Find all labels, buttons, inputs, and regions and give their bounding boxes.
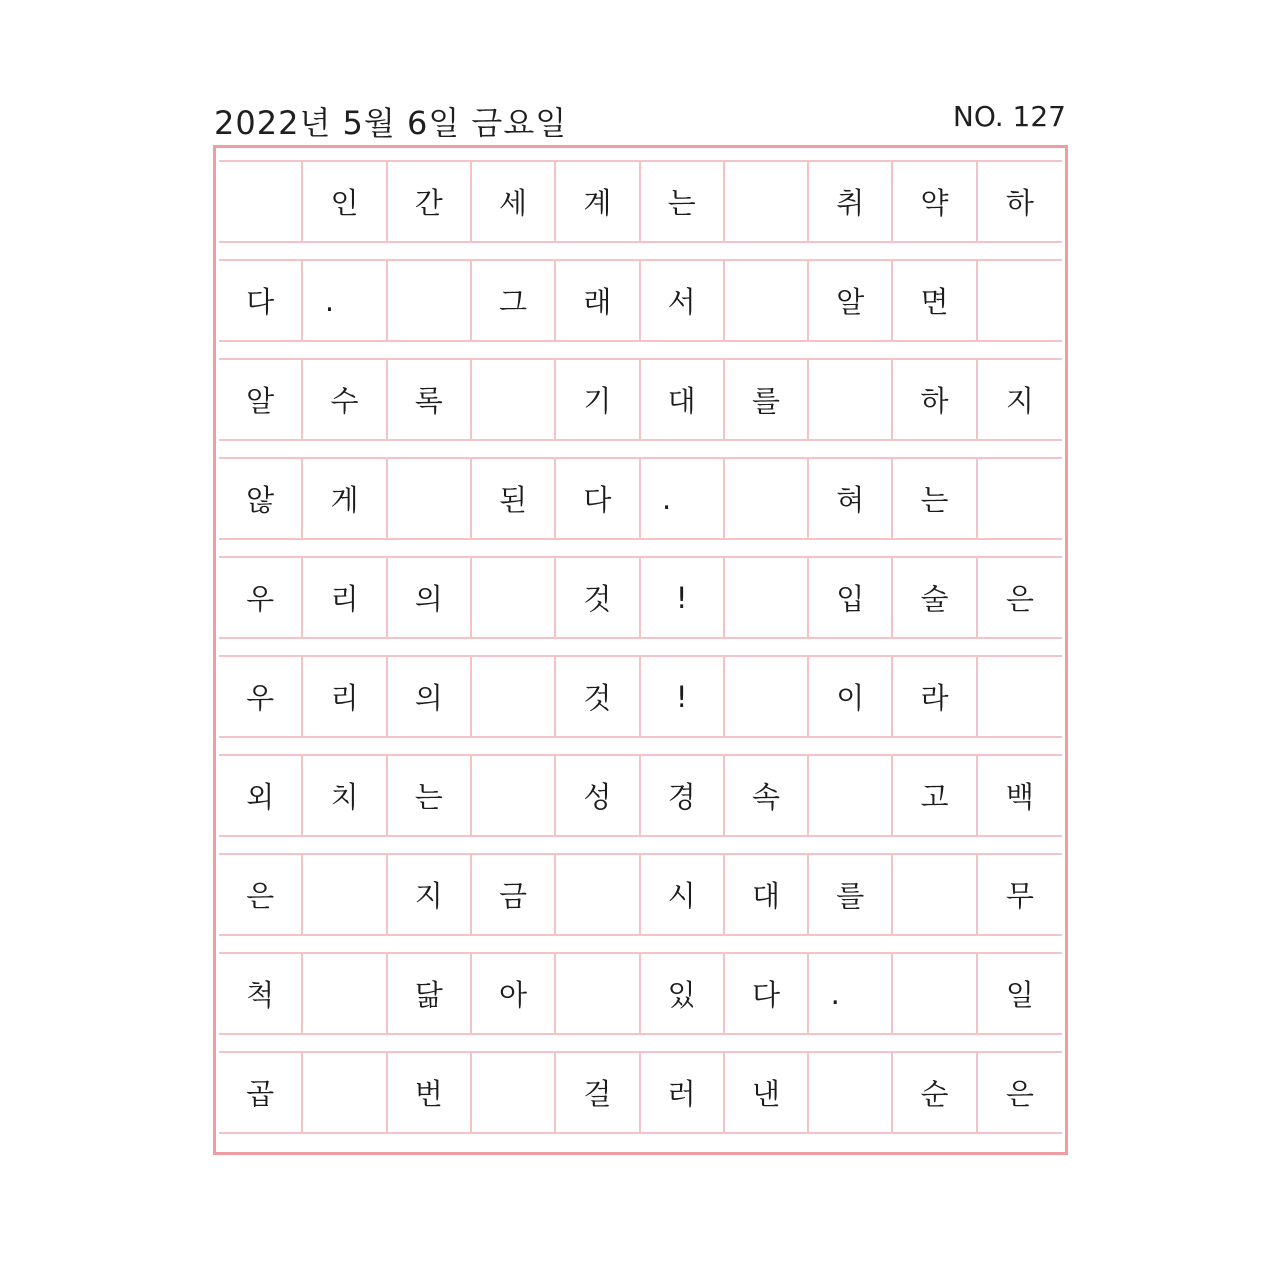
grid-cell [809, 360, 893, 439]
grid-cell: 대 [725, 855, 809, 934]
grid-cell: 혀 [809, 459, 893, 538]
grid-cell [725, 162, 809, 241]
grid-cell: 알 [219, 360, 303, 439]
grid-cell [472, 657, 556, 736]
grid-cell: 치 [303, 756, 387, 835]
grid-cell: 세 [472, 162, 556, 241]
grid-row [219, 655, 1062, 738]
grid-cell: 하 [1005, 186, 1034, 220]
grid-row [219, 259, 1062, 342]
grid-cell [472, 756, 556, 835]
grid-cell: 있 [641, 954, 725, 1033]
grid-cell: 이 [809, 657, 893, 736]
grid-cell: 은 [219, 855, 303, 934]
grid-cell [472, 558, 556, 637]
grid-cell: 낸 [725, 1053, 809, 1132]
grid-cell [303, 1053, 387, 1132]
grid-cell [893, 954, 977, 1033]
grid-cell: 걸 [556, 1053, 640, 1132]
grid-cell: 를 [725, 360, 809, 439]
grid-cell: 우 [219, 657, 303, 736]
grid-cell [893, 855, 977, 934]
grid-cell: 의 [388, 558, 472, 637]
grid-cell: 러 [641, 1053, 725, 1132]
grid-cell: 래 [556, 261, 640, 340]
grid-cell: 은 [1005, 582, 1034, 616]
grid-cell: ! [641, 657, 725, 736]
grid-cell: 다 [725, 954, 809, 1033]
grid-cell [472, 360, 556, 439]
grid-cell: . [641, 459, 725, 538]
grid-cell: 것 [556, 657, 640, 736]
grid-cell: 닮 [388, 954, 472, 1033]
grid-cell: 간 [388, 162, 472, 241]
grid-cell [809, 1053, 893, 1132]
grid-cell: 리 [303, 558, 387, 637]
grid-cell: 곱 [219, 1053, 303, 1132]
grid-cell [725, 261, 809, 340]
grid-row [219, 754, 1062, 837]
grid-cell: 록 [388, 360, 472, 439]
grid-cell: 면 [893, 261, 977, 340]
grid-cell [978, 459, 1062, 538]
diary-date: 2022년 5월 6일 금요일 [214, 104, 568, 142]
grid-cell: 는 [388, 756, 472, 835]
grid-cell [725, 558, 809, 637]
grid-cell: 알 [809, 261, 893, 340]
grid-cell: 인 [303, 162, 387, 241]
grid-row [219, 358, 1062, 441]
grid-cell: 은 [1005, 1077, 1034, 1111]
manuscript-grid [213, 145, 1068, 1155]
grid-cell: . [809, 954, 893, 1033]
grid-cell: 를 [809, 855, 893, 934]
grid-cell: 약 [893, 162, 977, 241]
grid-cell: 다 [219, 261, 303, 340]
grid-cell: 의 [388, 657, 472, 736]
grid-cell: 수 [303, 360, 387, 439]
grid-cell: 번 [388, 1053, 472, 1132]
grid-cell: 경 [641, 756, 725, 835]
grid-cell [556, 855, 640, 934]
grid-cell: 는 [641, 162, 725, 241]
grid-cell: 술 [893, 558, 977, 637]
grid-cell: 백 [1005, 780, 1034, 814]
grid-cell: 다 [556, 459, 640, 538]
grid-cell: 시 [641, 855, 725, 934]
grid-cell: 고 [893, 756, 977, 835]
grid-cell [556, 954, 640, 1033]
grid-cell [219, 162, 303, 241]
grid-cell [809, 756, 893, 835]
grid-cell: 취 [809, 162, 893, 241]
grid-cell: 대 [641, 360, 725, 439]
grid-cell: 서 [641, 261, 725, 340]
grid-cell [388, 459, 472, 538]
grid-cell [303, 954, 387, 1033]
grid-cell: 순 [893, 1053, 977, 1132]
grid-cell: 우 [219, 558, 303, 637]
grid-row [219, 457, 1062, 540]
grid-cell: 무 [1005, 879, 1034, 913]
grid-row [219, 1051, 1062, 1134]
grid-cell: 기 [556, 360, 640, 439]
grid-row [219, 556, 1062, 639]
grid-cell: 라 [893, 657, 977, 736]
grid-cell: 게 [303, 459, 387, 538]
grid-cell [303, 855, 387, 934]
grid-cell: 일 [1005, 978, 1034, 1012]
grid-cell: . [303, 261, 387, 340]
grid-cell: 외 [219, 756, 303, 835]
grid-cell: 것 [556, 558, 640, 637]
grid-cell: 하 [893, 360, 977, 439]
grid-row [219, 952, 1062, 1035]
grid-cell: ! [641, 558, 725, 637]
grid-cell: 척 [219, 954, 303, 1033]
grid-row [219, 853, 1062, 936]
grid-cell: 않 [219, 459, 303, 538]
grid-cell [725, 657, 809, 736]
grid-cell: 속 [725, 756, 809, 835]
grid-cell: 된 [472, 459, 556, 538]
grid-cell [725, 459, 809, 538]
grid-cell: 는 [893, 459, 977, 538]
entry-number: NO. 127 [952, 100, 1066, 133]
grid-cell: 계 [556, 162, 640, 241]
grid-cell: 그 [472, 261, 556, 340]
grid-cell: 리 [303, 657, 387, 736]
grid-cell: 성 [556, 756, 640, 835]
grid-cell [472, 1053, 556, 1132]
grid-cell [978, 261, 1062, 340]
grid-cell: 지 [388, 855, 472, 934]
grid-cell: 지 [1005, 384, 1034, 418]
grid-cell [388, 261, 472, 340]
grid-cell: 금 [472, 855, 556, 934]
grid-row [219, 160, 1062, 243]
grid-cell: 입 [809, 558, 893, 637]
grid-cell: 아 [472, 954, 556, 1033]
grid-cell [978, 657, 1062, 736]
